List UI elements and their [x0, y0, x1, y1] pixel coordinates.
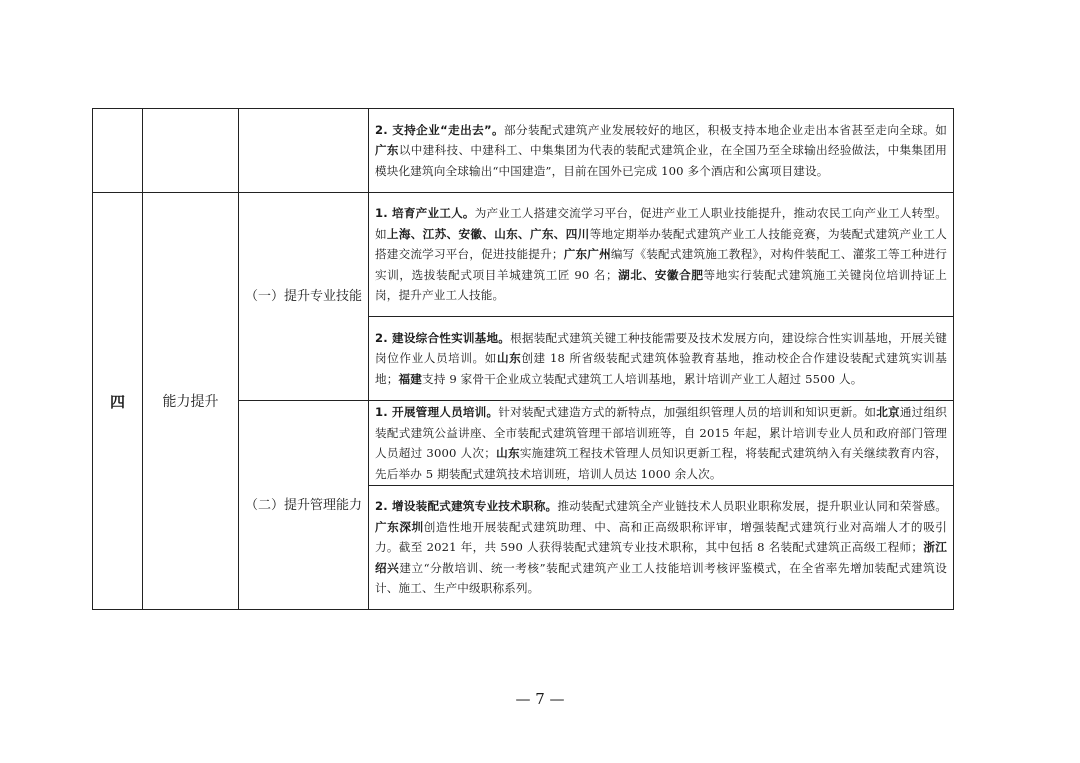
- section-number: 四: [93, 193, 143, 610]
- empty-cell: [93, 109, 143, 193]
- bold-text: 福建: [398, 371, 422, 386]
- text-segment: 等地定期举办装配式建筑产业工人技能竞赛，为装配式建筑产业工人搭建交流学习平台，促进技能提升；: [375, 226, 947, 262]
- text-segment: 等地实行装配式建筑施工关键岗位培训持证上岗，提升产业工人技能。: [375, 267, 947, 303]
- bold-text: 1. 培育产业工人。: [375, 206, 475, 221]
- row-text: [369, 317, 954, 401]
- text-segment: 创造性地开展装配式建筑助理、中、高和正高级职称评审，增强装配式建筑行业对高端人才的吸引力。截至 2021 年，共 590 人获得装配式建筑专业技术职称，其中包括 8 名装配式建筑正高级工程师；: [375, 519, 947, 555]
- bold-text: 广东: [375, 143, 399, 158]
- section-category: 能力提升: [143, 193, 239, 610]
- text-segment: 部分装配式建筑产业发展较好的地区，积极支持本地企业走出本省甚至走向全球。如: [504, 122, 947, 137]
- sub-category: （二）提升管理能力: [239, 401, 369, 610]
- bold-text: 浙江绍兴: [375, 540, 947, 575]
- text-segment: 创建 18 所省级装配式建筑体验教育基地，推动校企合作建设装配式建筑实训基地；: [375, 351, 947, 386]
- bold-text: 1. 开展管理人员培训。: [375, 405, 499, 419]
- text-segment: 支持 9 家骨干企业成立装配式建筑工人培训基地，累计培训产业工人超过 5500 人。: [422, 371, 863, 386]
- row-text: [369, 486, 954, 610]
- empty-cell: [143, 109, 239, 193]
- text-segment: 编写《装配式建筑施工教程》，对构件装配工、灌浆工等工种进行实训，选拔装配式项目羊城建筑工匠 90 名；: [375, 247, 947, 282]
- text-segment: 以中建科技、中建科工、中集集团为代表的装配式建筑企业，在全国乃至全球输出经验做法，中集集团用模块化建筑向全球输出“中国建造”，目前在国外已完成 100 多个酒店和公寓项目建设。: [375, 143, 947, 178]
- bold-text: 2. 建设综合性实训基地。: [375, 330, 511, 345]
- page-number: — 7 —: [515, 690, 565, 708]
- content-table: [92, 108, 954, 610]
- row-text: [369, 193, 954, 317]
- text-segment: 为产业工人搭建交流学习平台，促进产业工人职业技能提升，推动农民工向产业工人转型。如: [375, 206, 947, 241]
- row-text: [369, 401, 954, 486]
- sub-category: （一）提升专业技能: [239, 193, 369, 401]
- text-segment: 根据装配式建筑关键工种技能需要及技术发展方向，建设综合性实训基地，开展关键岗位作业人员培训。如: [375, 330, 947, 366]
- bold-text: 北京: [876, 405, 900, 419]
- text-segment: 通过组织装配式建筑公益讲座、全市装配式建筑管理干部培训班等，自 2015 年起，累计培训专业人员和政府部门管理人员超过 3000 人次；: [375, 405, 947, 460]
- table-row: [93, 193, 954, 317]
- bold-text: 上海、江苏、安徽、山东、广东、四川: [386, 226, 590, 241]
- bold-text: 2. 增设装配式建筑专业技术职称。: [375, 499, 558, 514]
- bold-text: 广东广州: [563, 247, 611, 262]
- bold-text: 山东: [496, 351, 522, 366]
- table-row: [93, 109, 954, 193]
- text-segment: 针对装配式建造方式的新特点，加强组织管理人员的培训和知识更新。如: [498, 405, 877, 419]
- row-text: [369, 109, 954, 193]
- bold-text: 广东深圳: [375, 519, 424, 534]
- text-segment: 推动装配式建筑全产业链技术人员职业职称发展，提升职业认同和荣誉感。: [557, 499, 948, 514]
- text-segment: 建立“分散培训、统一考核”装配式建筑产业工人技能培训考核评鉴模式，在全省率先增加装配式建筑设计、施工、生产中级职称系列。: [375, 560, 947, 596]
- empty-cell: [239, 109, 369, 193]
- bold-text: 2. 支持企业“走出去”。: [375, 122, 505, 137]
- bold-text: 湖北、安徽合肥: [617, 267, 704, 282]
- bold-text: 山东: [495, 446, 520, 460]
- text-segment: 实施建筑工程技术管理人员知识更新工程，将装配式建筑纳入有关继续教育内容，先后举办 5 期装配式建筑技术培训班，培训人员达 1000 余人次。: [375, 446, 948, 481]
